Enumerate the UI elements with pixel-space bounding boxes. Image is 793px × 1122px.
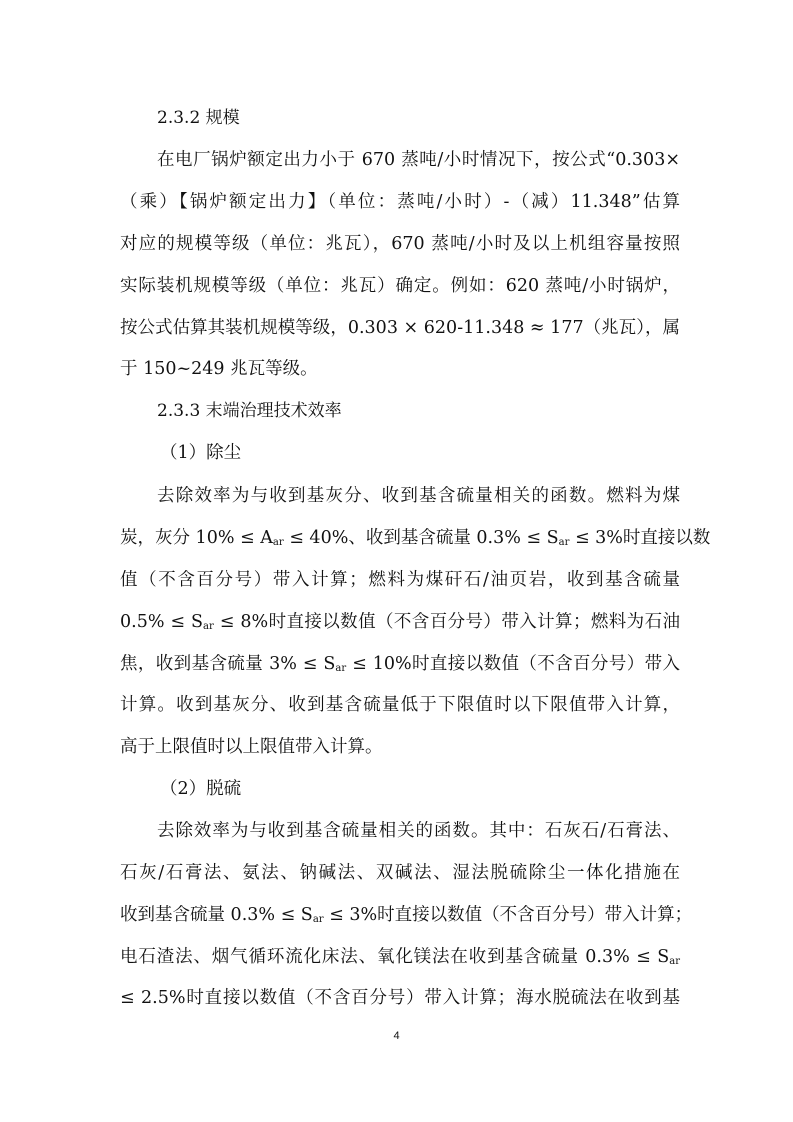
paragraph-line: 在电厂锅炉额定出力小于 670 蒸吨/小时情况下，按公式“0.303×	[157, 150, 680, 170]
paragraph-line: 于 150~249 兆瓦等级。	[120, 359, 318, 379]
paragraph-line: 实际装机规模等级（单位：兆瓦）确定。例如：620 蒸吨/小时锅炉，	[120, 276, 680, 296]
paragraph-line: 去除效率为与收到基含硫量相关的函数。其中：石灰石/石膏法、	[157, 821, 680, 841]
paragraph-line: 值（不含百分号）带入计算；燃料为煤矸石/油页岩，收到基含硫量	[120, 570, 680, 590]
paragraph-line	[120, 903, 693, 927]
text-run: ≤ 10%时直接以数值（不含百分号）带入	[346, 654, 680, 674]
subscript: ar	[203, 621, 214, 632]
subscript: ar	[312, 914, 324, 925]
text-run: ≤ 3%时直接以数	[569, 528, 711, 548]
text-run: ≤ 8%时直接以数值（不含百分号）带入计算；燃料为石油	[213, 612, 680, 632]
paragraph-line	[120, 945, 680, 969]
subheading-desulfurization: （2）脱硫	[160, 779, 242, 799]
paragraph-line: ≤ 2.5%时直接以数值（不含百分号）带入计算；海水脱硫法在收到基	[120, 988, 680, 1008]
text-run: 收到基含硫量 0.3% ≤ S	[120, 905, 313, 925]
page-number: 4	[393, 1030, 400, 1042]
subscript: ar	[335, 663, 347, 674]
text-run: ≤ 3%时直接以数值（不含百分号）带入计算；	[323, 905, 693, 925]
paragraph-line: 按公式估算其装机规模等级，0.303 × 620-11.348 ≈ 177（兆瓦），属	[120, 318, 680, 338]
paragraph-line: 去除效率为与收到基灰分、收到基含硫量相关的函数。燃料为煤	[157, 486, 680, 506]
subscript: ar	[558, 537, 570, 548]
subscript: ar	[272, 537, 284, 548]
text-run: 焦，收到基含硫量 3% ≤ S	[120, 654, 336, 674]
paragraph-line	[120, 610, 680, 634]
subscript: ar	[669, 956, 680, 967]
paragraph-line	[120, 526, 711, 550]
paragraph-line: （乘）【锅炉额定出力】（单位：蒸吨/小时）-（减）11.348”估算	[120, 192, 680, 212]
section-heading-scale: 2.3.2 规模	[157, 108, 240, 128]
paragraph-line: 石灰/石膏法、氨法、钠碱法、双碱法、湿法脱硫除尘一体化措施在	[120, 863, 680, 883]
section-heading-efficiency: 2.3.3 末端治理技术效率	[157, 401, 342, 421]
paragraph-line: 对应的规模等级（单位：兆瓦），670 蒸吨/小时及以上机组容量按照	[120, 234, 680, 254]
paragraph-line: 高于上限值时以上限值带入计算。	[120, 737, 383, 757]
text-run: 炭，灰分 10% ≤ A	[120, 528, 273, 548]
text-run: 电石渣法、烟气循环流化床法、氧化镁法在收到基含硫量 0.3% ≤ S	[120, 947, 670, 967]
subheading-dust: （1）除尘	[160, 443, 242, 463]
text-run: ≤ 40%、收到基含硫量 0.3% ≤ S	[283, 528, 559, 548]
paragraph-line: 计算。收到基灰分、收到基含硫量低于下限值时以下限值带入计算，	[120, 695, 680, 715]
paragraph-line	[120, 652, 680, 676]
text-run: 0.5% ≤ S	[120, 612, 204, 632]
